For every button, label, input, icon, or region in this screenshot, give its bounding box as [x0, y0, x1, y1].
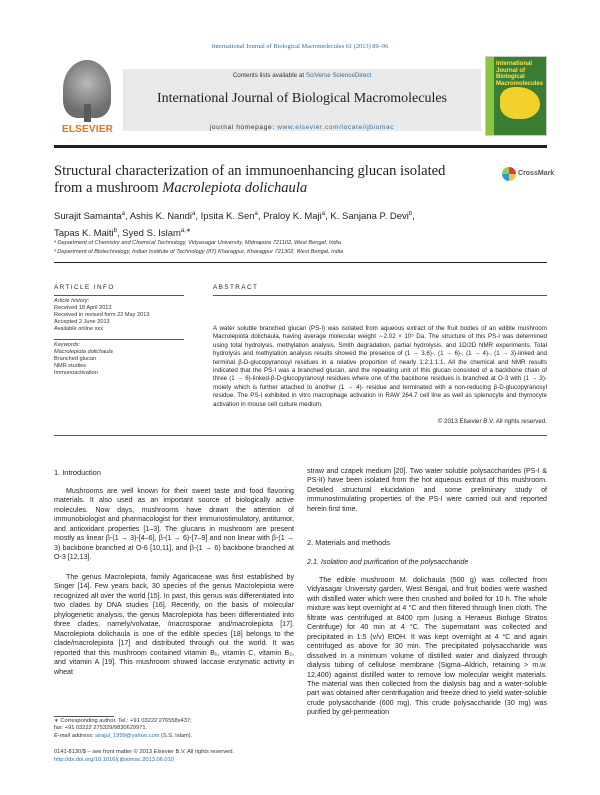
- isolation-paragraph: The edible mushroom M. dolichaula (500 g) was collected from Vidyasagar University garden, West Bengal, and fruit bodies were washed with distilled water which were then crushed and boiled for 10 h. The whole mixture was kept overnight at 4 °C and then filtered through linen cloth. The filtrate was centrifuged at 8400 rpm (using a Heraeus Biofuge Stratos Centrifuge) for 40 min at 4 °C. The supernatant was collected and precipitated in 1:5 (v/v) EtOH. It was kept overnight at 4 °C and again centrifuged as above for 30 min. The precipitated polysaccharide was dissolved in a minimum volume of distilled water and dialyzed through dialysis tubing of cellulose membrane (Sigma–Aldrich, retaining > m.w. 12,400) against distilled water to remove low molecular weight materials. The material was then collected from the dialysis bag and a water-soluble part was obtained after centrifugation and freeze dried to yield water-soluble crude polysaccharide (600 mg). This crude polysaccharide (30 mg) was purified by gel-permeation: [307, 576, 547, 717]
- intro-paragraph-1: Mushrooms are well known for their sweet taste and food flavoring materials. It also used as an important source of biologically active molecules. Now days, mushrooms have drawn the attention of immunobiologist and pharmacologist for their immunostimulatory, antitumor, and antioxidant properties [1–3]. The glucans in mushroom are present mostly as linear β-(1 → 3)-[4–6], β-(1 → 6)-[7–9] and non linear with β-(1 → 3) backbone branched at O-6 [10,11], and β-(1 → 6) backbone branched at O-3 [12,13].: [54, 487, 294, 562]
- email-link[interactable]: sirajul_1999@yahoo.com: [95, 732, 160, 739]
- isolation-heading: 2.1. Isolation and purification of the polysaccharide: [307, 557, 469, 566]
- keywords: Keywords: Macrolepiota dolichaula Branched glucan NMR studies Immunoactivation: [54, 342, 113, 376]
- author-list: Surajit Samanta$^a$, Ashis K. Nandi$^a$, Ipsita K. Sen$^a$, Praloy K. Maji$^a$, K. Sanjana P. Devi$^b$, Tapas K. Maiti$^b$, Syed S. Islam$^{a,∗}$: [54, 211, 415, 240]
- header-rule: [54, 145, 547, 148]
- doi-link[interactable]: http://dx.doi.org/10.1016/j.ijbiomac.2013.06.010: [54, 757, 174, 763]
- publisher-name: ELSEVIER: [61, 124, 114, 135]
- article-info-heading: ARTICLE INFO: [54, 284, 115, 291]
- journal-citation: International Journal of Biological Macromolecules 61 (2013) 89–96: [211, 43, 389, 50]
- journal-title: International Journal of Biological Macromolecules: [156, 91, 448, 106]
- right-paragraph-0: straw and czapek medium [20]. Two water soluble polysaccharides (PS-I & PS-II) have been isolated from the hot aqueous extract of this mushroom. Detailed structural elucidation and some preliminary study of immunostimulating properties of the PS-I were carried out and reported herein first time.: [307, 467, 547, 513]
- article-history: Article history: Received 18 April 2013 Received in revised form 22 May 2013 Accepted 2 June 2013 Available online xxx: [54, 298, 150, 332]
- contents-line: Contents lists available at SciVerse ScienceDirect: [232, 72, 372, 79]
- homepage-link[interactable]: www.elsevier.com/locate/ijbiomac: [277, 124, 395, 131]
- journal-homepage: journal homepage: www.elsevier.com/locate/ijbiomac: [209, 124, 395, 131]
- affiliation-a: ᵃ Department of Chemistry and Chemical Technology, Vidyasagar University, Midnapore 721102, West Bengal, India: [54, 240, 342, 246]
- abstract-heading: ABSTRACT: [213, 284, 259, 291]
- abstract-copyright: © 2013 Elsevier B.V. All rights reserved.: [437, 418, 547, 425]
- abstract-text: A water soluble branched glucan (PS-I) was isolated from aqueous extract of the fruit bodies of an edible mushroom Macrolepiota dolichaula, having average molecular weight ∼2.02 × 10⁵ Da. The structure of this PS-I was determined using total hydrolysis, methylation analysis, Smith degradation, partial hydrolysis, and 1D/2D NMR experiments. Total hydrolysis and methylation analysis results showed the presence of (1 → 3,6)-, (1 → 6)-, (1 → 4)-, (1 → 3)-linked and terminal β-D-glucopyranosyl residues in a relative proportion of nearly 1:2:1:1:1. All the chemical and NMR results indicated that the PS-I was a branched glucan, and the repeating unit of this glucan consisted of a backbone chain of three (1 → 6)-linked-β-D-glucopyranosyl residues where one of the backbone residues is branched at O-3 with (1 → 3)-moiety which is further attached to another (1 → 4)- residue and terminated with a non-reducing β-D-glucopyranosyl residue. The PS-I exhibited in vitro macrophage activation in RAW 264.7 cell line as well as splenocyte and thymocyte activation in mouse cell culture medium.: [213, 325, 547, 408]
- journal-cover-thumbnail: International Journal of Biological Macromolecules: [485, 56, 547, 136]
- crossmark-icon: [502, 167, 516, 181]
- issn-line: 0141-8130/$ – see front matter © 2013 Elsevier B.V. All rights reserved.: [54, 749, 235, 755]
- affiliation-b: ᵇ Department of Biotechnology, Indian Institute of Technology (IIT) Kharagpur, Kharagpur 721302, West Bengal, India: [54, 249, 344, 255]
- intro-paragraph-2: The genus Macrolepiota, family Agaricaceae was first established by Singer [14]. Few years back, 30 species of the genus Macrolepiota were recognized all over the world [15]. In past, this genus was differentiated into two clades by DNA studies [16]. Recently, on the basis of molecular phylogenetic analysis, the genus Macrolepiota has been differentiated into three clades, namely/volvatae, /macrosporae and/macrolepiota [17]. Macrolepiota dolichaula is one of the edible species [18] belongs to the clade/macrolepiota [17] and distributed through out the world. It was reported that this mushroom contained vitamin B₁, vitamin C, vitamin B₂, and vitamin A [19]. This mushroom showed laccase enzymatic activity in wheat: [54, 573, 294, 676]
- methods-heading: 2. Materials and methods: [307, 538, 390, 547]
- affiliation-rule: [54, 262, 547, 263]
- article-title: Structural characterization of an immunoenhancing glucan isolated from a mushroom Macrolepiota dolichaula: [54, 163, 446, 196]
- crossmark-badge[interactable]: CrossMark: [502, 165, 548, 187]
- intro-heading: 1. Introduction: [54, 468, 101, 477]
- corresponding-author-note: ∗ Corresponding author. Tel.: +91 03222 276558x437; fax: +91 03222 275329/9830629971. E-mail address: sirajul_1999@yahoo.com (S.S. Islam).: [54, 718, 193, 739]
- elsevier-logo: [54, 56, 121, 138]
- sciencedirect-link[interactable]: SciVerse ScienceDirect: [305, 72, 372, 79]
